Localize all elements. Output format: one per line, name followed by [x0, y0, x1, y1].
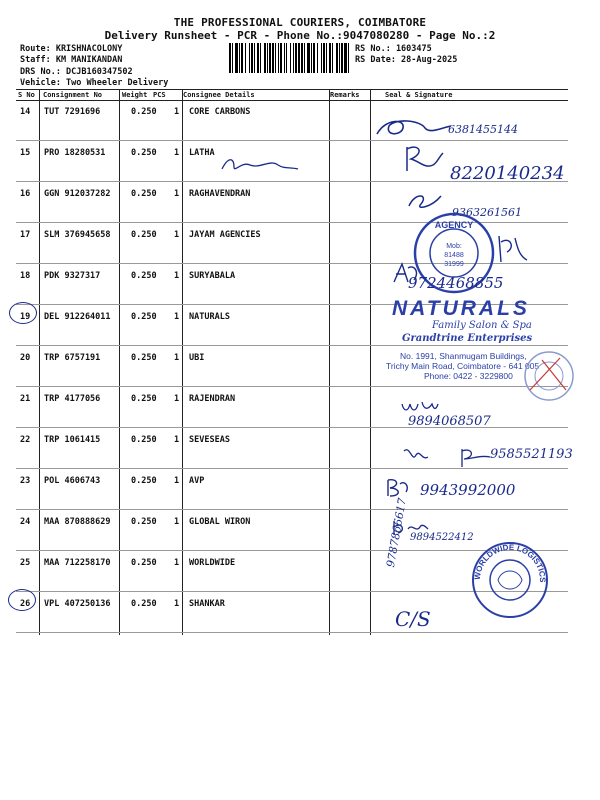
row-weight: 0.250: [131, 148, 157, 158]
phone-row-24: 9894522412: [410, 532, 474, 543]
row-sno: 21: [20, 394, 31, 404]
ink-circle-row-26: [8, 589, 36, 611]
row-pcs: 1: [174, 107, 180, 117]
row-consignment: TRP 1061415: [44, 435, 101, 445]
naturals-line-5: Phone: 0422 - 3229800: [424, 371, 513, 381]
row-weight: 0.250: [131, 435, 157, 445]
row-pcs: 1: [174, 271, 180, 281]
svg-text:WORLDWIDE LOGISTICS: [473, 543, 547, 583]
row-consignment: SLM 376945658: [44, 230, 111, 240]
worldwide-ring-text: WORLDWIDE LOGISTICS: [472, 542, 548, 583]
runsheet-subtitle: Delivery Runsheet - PCR - Phone No.:9047080280 - Page No.:2: [104, 29, 496, 42]
row-sno: 17: [20, 230, 31, 240]
naturals-line-1: Family Salon & Spa: [432, 320, 532, 331]
row-sno: 19: [20, 312, 31, 322]
row-sno: 24: [20, 517, 31, 527]
row-consignee: JAYAM AGENCIES: [189, 230, 261, 240]
signature-row-16: [405, 188, 445, 214]
row-consignee: CORE CARBONS: [189, 107, 251, 117]
phone-row-21: 9894068507: [408, 414, 491, 429]
round-seal-row-20: [520, 350, 578, 402]
signature-row-14: [375, 114, 455, 144]
vehicle-label: Vehicle: Two Wheeler Delivery: [20, 78, 169, 88]
phone-row-22: 9585521193: [490, 447, 573, 462]
row-consignment: VPL 407250136: [44, 599, 111, 609]
col-consignment: Consignment No: [43, 91, 103, 99]
row-consignee: RAGHAVENDRAN: [189, 189, 251, 199]
row-consignment: POL 4606743: [44, 476, 101, 486]
table-row: [0, 387, 600, 428]
row-consignment: DEL 912264011: [44, 312, 111, 322]
row-pcs: 1: [174, 599, 180, 609]
row-consignment: PDK 9327317: [44, 271, 101, 281]
agency-mob-label: Mob:: [446, 243, 462, 250]
col-sno: S No: [18, 91, 35, 99]
row-pcs: 1: [174, 394, 180, 404]
row-sno: 22: [20, 435, 31, 445]
row-pcs: 1: [174, 148, 180, 158]
signature-row-23: [384, 476, 414, 498]
row-weight: 0.250: [131, 517, 157, 527]
worldwide-stamp: [470, 540, 550, 620]
row-consignee: SHANKAR: [189, 599, 225, 609]
table-top-rule: [16, 89, 568, 90]
signature-row-15-b: [403, 143, 447, 175]
row-pcs: 1: [174, 435, 180, 445]
cs-mark-row-26: C/S: [395, 607, 431, 631]
row-pcs: 1: [174, 189, 180, 199]
phone-row-14: 6381455144: [448, 123, 518, 136]
row-weight: 0.250: [131, 271, 157, 281]
signature-row-17: [495, 232, 531, 266]
naturals-line-3: No. 1991, Shanmugam Buildings,: [400, 351, 527, 361]
phone-row-16: 9363261561: [452, 206, 522, 219]
signature-row-15-a: [220, 155, 300, 177]
rs-date: RS Date: 28-Aug-2025: [355, 55, 458, 65]
row-sno: 14: [20, 107, 31, 117]
row-consignment: MAA 712258170: [44, 558, 111, 568]
row-consignee: LATHA: [189, 148, 215, 158]
row-rule: [16, 632, 568, 633]
agency-ring-text: AGENCY: [434, 220, 474, 230]
row-consignment: TRP 4177056: [44, 394, 101, 404]
naturals-line-4: Trichy Main Road, Coimbatore - 641 005: [386, 361, 540, 371]
row-consignee: SURYABALA: [189, 271, 236, 281]
row-pcs: 1: [174, 476, 180, 486]
naturals-line-2: Grandtrine Enterprises: [402, 333, 533, 344]
row-sno: 15: [20, 148, 31, 158]
row-consignee: AVP: [189, 476, 205, 486]
row-consignee: NATURALS: [189, 312, 230, 322]
agency-mob-1: 81488: [444, 252, 464, 259]
row-consignee: SEVESEAS: [189, 435, 230, 445]
row-pcs: 1: [174, 230, 180, 240]
naturals-brand: NATURALS: [392, 297, 530, 320]
row-sno: 18: [20, 271, 31, 281]
col-consignee: Consignee Details: [183, 91, 255, 99]
phone-row-18: 9724468855: [408, 274, 504, 292]
signature-row-21: [400, 396, 440, 416]
row-pcs: 1: [174, 353, 180, 363]
row-pcs: 1: [174, 517, 180, 527]
row-pcs: 1: [174, 558, 180, 568]
row-sno: 20: [20, 353, 31, 363]
staff-label: Staff: KM MANIKANDAN: [20, 55, 123, 65]
row-consignment: GGN 912037282: [44, 189, 111, 199]
company-title: THE PROFESSIONAL COURIERS, COIMBATORE: [173, 16, 427, 29]
row-consignee: RAJENDRAN: [189, 394, 236, 404]
drs-number: DRS No.: DCJB160347502: [20, 67, 133, 77]
row-weight: 0.250: [131, 353, 157, 363]
barcode: [229, 43, 351, 73]
col-seal: Seal & Signature: [385, 91, 453, 99]
row-weight: 0.250: [131, 107, 157, 117]
row-pcs: 1: [174, 312, 180, 322]
route-label: Route: KRISHNACOLONY: [20, 44, 123, 54]
row-weight: 0.250: [131, 599, 157, 609]
row-weight: 0.250: [131, 312, 157, 322]
row-sno: 16: [20, 189, 31, 199]
phone-row-15: 8220140234: [450, 163, 565, 184]
row-consignment: PRO 18280531: [44, 148, 106, 158]
agency-mob-2: 31999: [444, 261, 464, 268]
row-weight: 0.250: [131, 476, 157, 486]
row-consignee: GLOBAL WIRON: [189, 517, 251, 527]
row-weight: 0.250: [131, 230, 157, 240]
row-consignment: MAA 870888629: [44, 517, 111, 527]
rs-number: RS No.: 1603475: [355, 44, 432, 54]
barcode-bar: [349, 43, 351, 73]
row-weight: 0.250: [131, 189, 157, 199]
row-weight: 0.250: [131, 558, 157, 568]
phone-row-23: 9943992000: [420, 481, 516, 499]
row-weight: 0.250: [131, 394, 157, 404]
col-remarks: Remarks: [330, 91, 360, 99]
row-sno: 25: [20, 558, 31, 568]
row-consignment: TUT 7291696: [44, 107, 101, 117]
row-consignee: WORLDWIDE: [189, 558, 236, 568]
row-consignment: TRP 6757191: [44, 353, 101, 363]
row-sno: 23: [20, 476, 31, 486]
col-pcs: PCS: [153, 91, 166, 99]
row-consignee: UBI: [189, 353, 205, 363]
row-sno: 26: [20, 599, 31, 609]
signature-row-22: [402, 443, 492, 469]
col-weight: Weight: [122, 91, 148, 99]
ink-circle-row-19: [9, 302, 37, 324]
phone-row-25: 9787866617: [384, 497, 409, 569]
